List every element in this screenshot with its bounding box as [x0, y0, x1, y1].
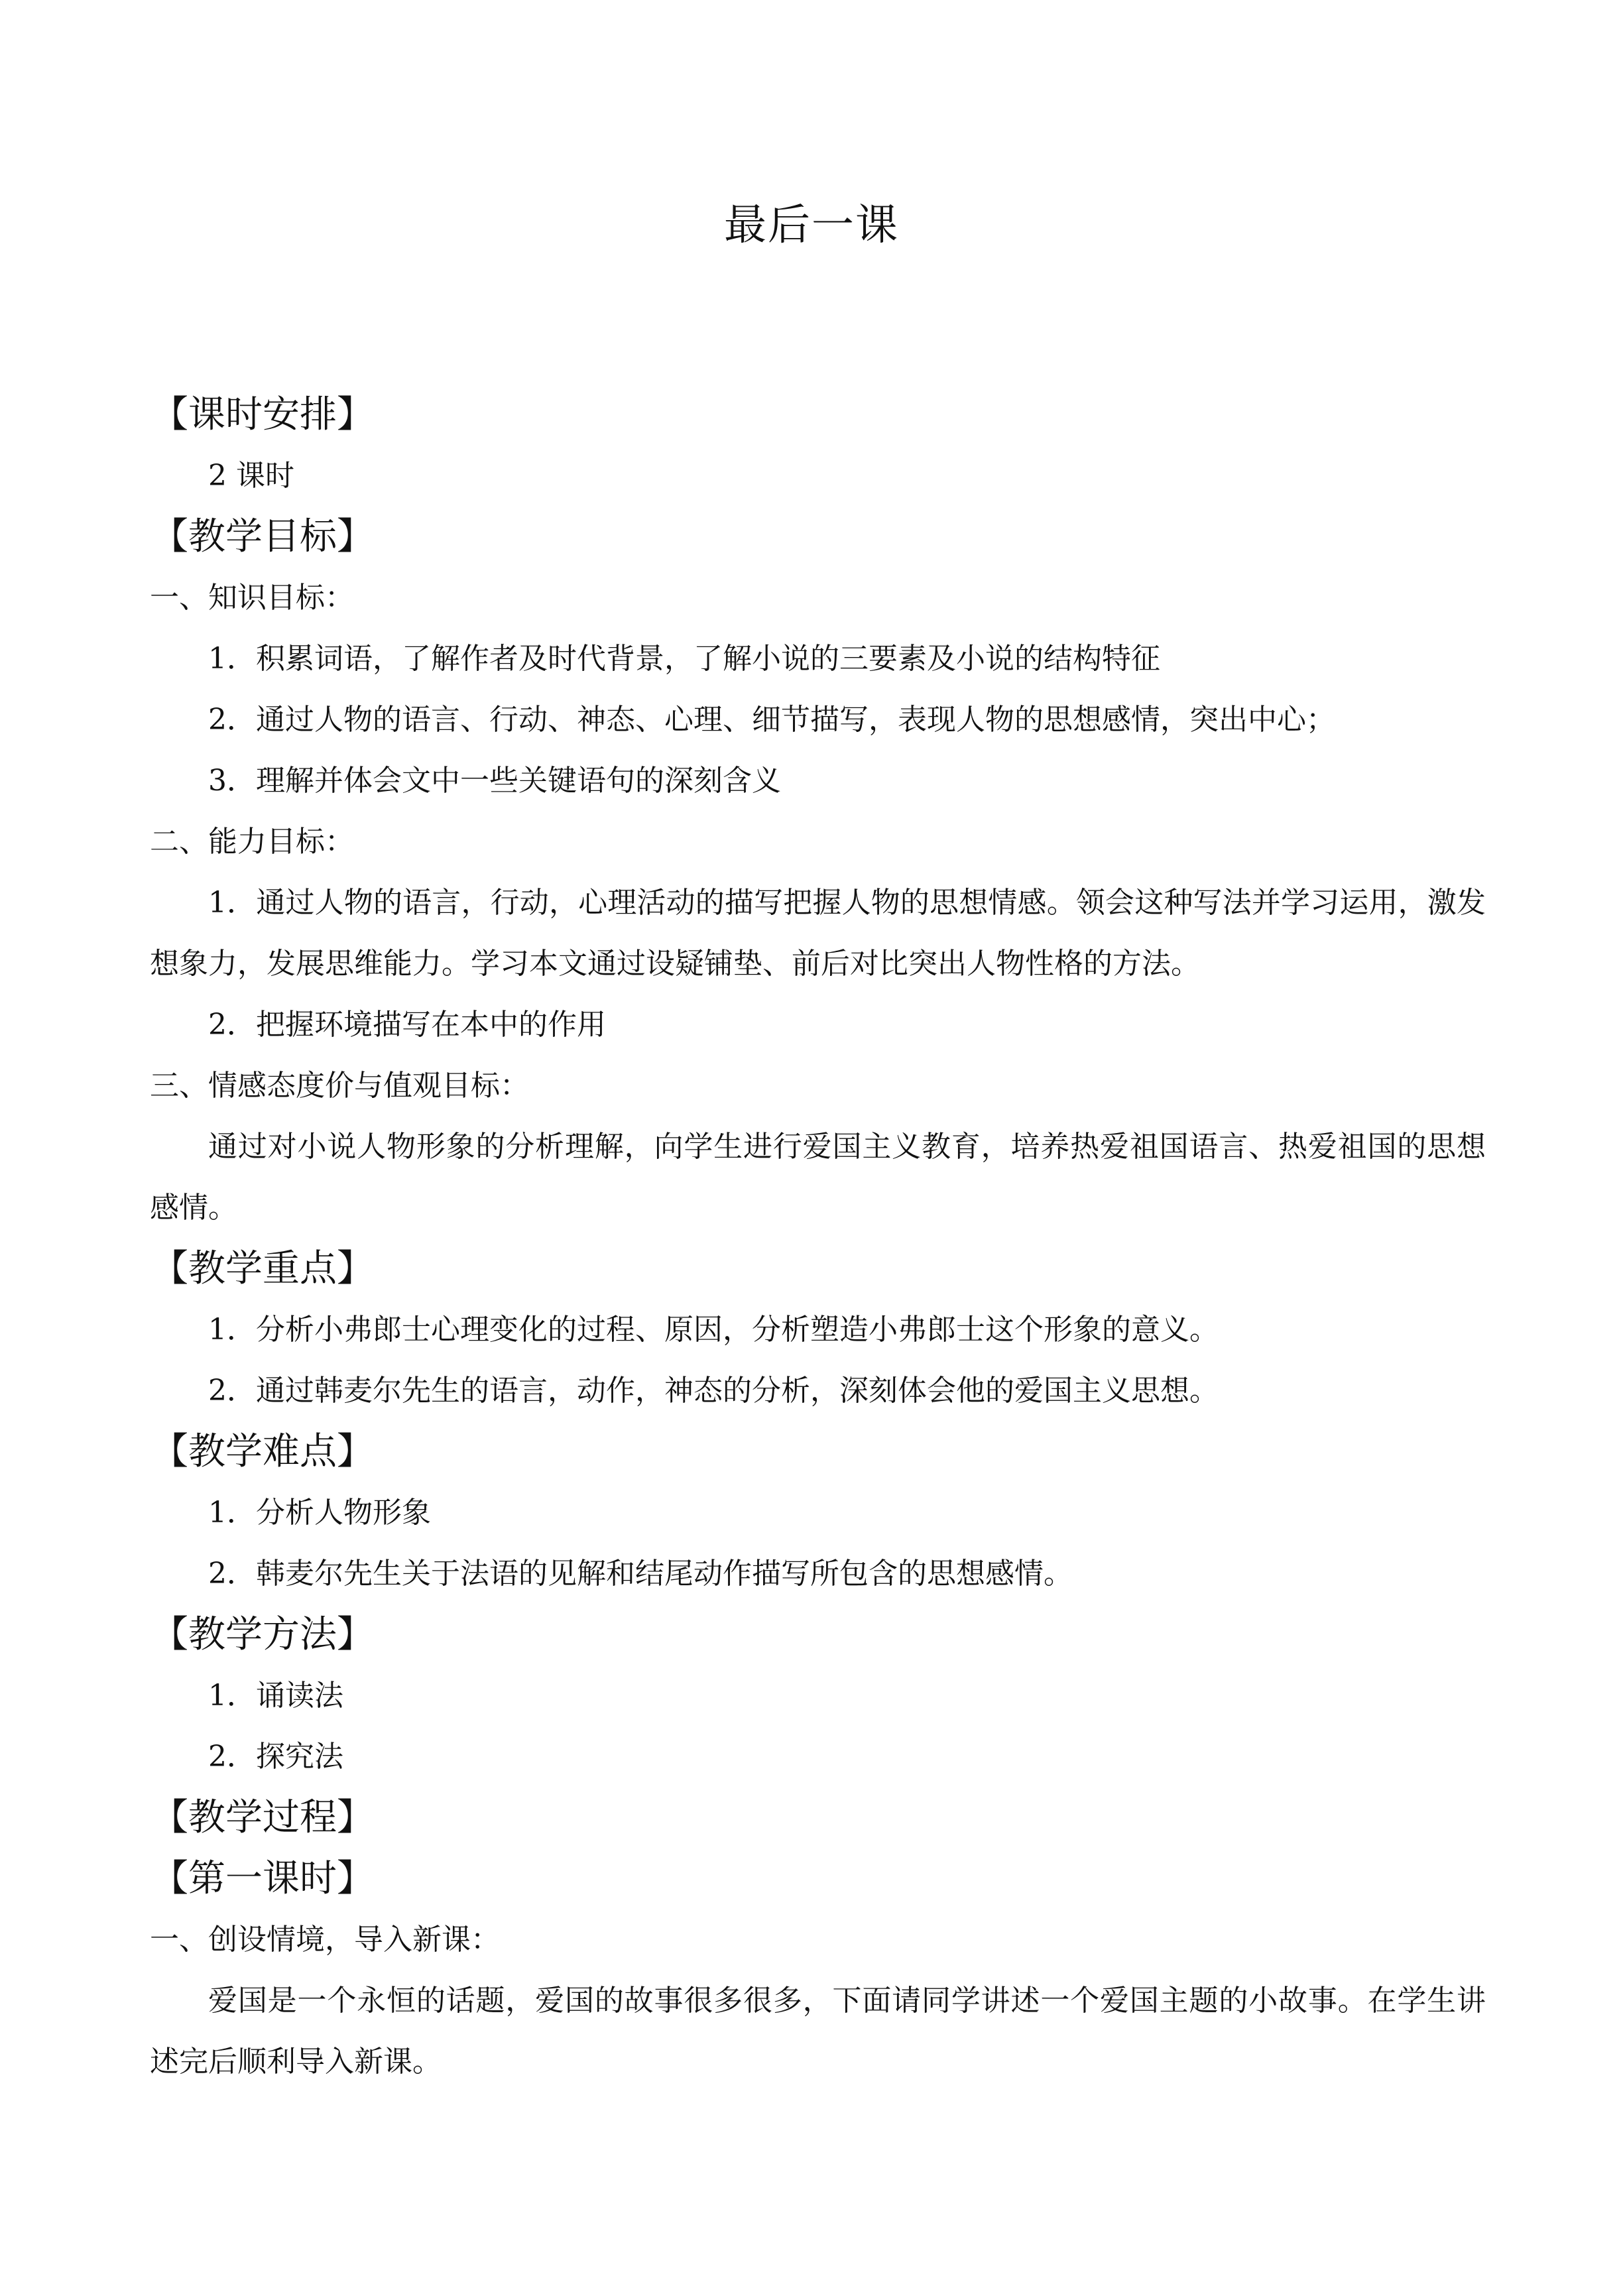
method-item-2: 2．探究法 [208, 1740, 343, 1774]
key-point-item-2: 2．通过韩麦尔先生的语言，动作，神态的分析，深刻体会他的爱国主义思想。 [208, 1374, 1219, 1408]
knowledge-item-2: 2．通过人物的语言、行动、神态、心理、细节描写，表现人物的思想感情，突出中心； [208, 703, 1335, 737]
step1-text: 爱国是一个永恒的话题，爱国的故事很多很多，下面请同学讲述一个爱国主题的小故事。在学生讲述完后顺利导入新课。 [150, 1984, 1486, 2079]
key-point-item-1: 1．分析小弗郎士心理变化的过程、原因，分析塑造小弗郎士这个形象的意义。 [208, 1313, 1219, 1347]
difficulty-item-2: 2．韩麦尔先生关于法语的见解和结尾动作描写所包含的思想感情。 [208, 1557, 1073, 1591]
ability-item-1: 1．通过人物的语言，行动，心理活动的描写把握人物的思想情感。领会这种写法并学习运用，激发想象力，发展思维能力。学习本文通过设疑铺垫、前后对比突出人物性格的方法。 [150, 886, 1486, 981]
method-item-1: 1．诵读法 [208, 1679, 343, 1713]
difficulty-item-1: 1．分析人物形象 [208, 1496, 431, 1530]
knowledge-item-3: 3．理解并体会文中一些关键语句的深刻含义 [208, 764, 781, 798]
ability-item-2: 2．把握环境描写在本中的作用 [208, 1008, 606, 1042]
document-body [150, 385, 1486, 2092]
knowledge-item-1: 1．积累词语，了解作者及时代背景，了解小说的三要素及小说的结构特征 [208, 642, 1160, 676]
document-title: 最后一课 [724, 201, 899, 250]
heading-difficulties: 【教学难点】 [151, 1430, 374, 1473]
heading-key-points: 【教学重点】 [151, 1247, 374, 1290]
ability-label: 二、能力目标： [150, 825, 354, 859]
heading-objectives: 【教学目标】 [151, 515, 374, 558]
heading-methods: 【教学方法】 [151, 1613, 374, 1656]
emotion-label: 三、情感态度价与值观目标： [150, 1069, 529, 1103]
schedule-text: 2 课时 [208, 459, 294, 493]
step1-label: 一、创设情境，导入新课： [150, 1923, 500, 1957]
knowledge-label: 一、知识目标： [150, 581, 354, 615]
heading-process: 【教学过程】 [151, 1796, 374, 1839]
emotion-text: 通过对小说人物形象的分析理解，向学生进行爱国主义教育，培养热爱祖国语言、热爱祖国的思想感情。 [150, 1130, 1486, 1225]
heading-first-lesson: 【第一课时】 [151, 1857, 374, 1900]
heading-schedule: 【课时安排】 [151, 393, 374, 436]
